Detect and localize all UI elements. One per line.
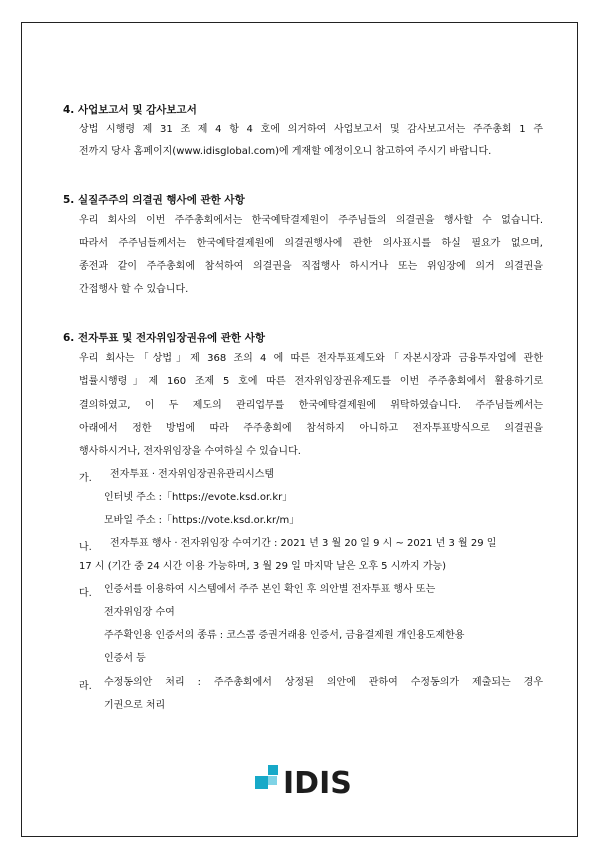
item-ga-marker: 가. [79,473,92,484]
logo-square-left [255,776,268,789]
item-ra-line-1: 수정동의안 처리 : 주주총회에서 상정된 의안에 관하여 수정동의가 제출되는 경우 [104,677,543,688]
item-na-marker: 나. [79,542,92,553]
section-6-intro-line-1: 우리 회사는「상법」제 368 조의 4 에 따른 전자투표제도와「자본시장과 금융투자업에 관한 [79,353,543,364]
internet-address-line: 인터넷 주소 :「https://evote.ksd.or.kr」 [104,492,293,503]
logo-square-top [268,765,278,775]
idis-logo [255,765,355,805]
mobile-address-line: 모바일 주소 :「https://vote.ksd.or.kr/m」 [104,515,300,526]
section-4-title: 4. 사업보고서 및 감사보고서 [63,104,197,116]
item-ga-text: 전자투표 · 전자위임장권유관리시스템 [110,469,275,480]
item-da-line-3: 주주확인용 인증서의 종류 : 코스콤 증권거래용 인증서, 금융결제원 개인용도제한용 [104,630,465,641]
item-ra-marker: 라. [79,681,92,692]
item-da-line-2: 전자위임장 수여 [104,607,175,618]
logo-text: IDIS [283,766,352,801]
item-da-line-4: 인증서 등 [104,653,146,664]
logo-square-small [268,776,277,785]
section-6-intro-line-3: 결의하였고, 이 두 제도의 관리업무를 한국예탁결제원에 위탁하였습니다. 주주님들께서는 [79,400,543,411]
section-6-intro-line-5: 행사하시거나, 전자위임장을 수여하실 수 있습니다. [79,446,301,457]
section-6-intro-line-4: 아래에서 정한 방법에 따라 주주총회에 참석하지 아니하고 전자투표방식으로 의결권을 [79,423,543,434]
section-4-line-2: 전까지 당사 홈페이지(www.idisglobal.com)에 게재할 예정이오니 참고하여 주시기 바랍니다. [79,146,492,157]
section-5-line-2: 따라서 주주님들께서는 한국예탁결제원에 의결권행사에 관한 의사표시를 하실 필요가 없으며, [79,238,543,249]
section-5-line-3: 종전과 같이 주주총회에 참석하여 의결권을 직접행사 하시거나 또는 위임장에 의거 의결권을 [79,261,543,272]
section-4-line-1: 상법 시행령 제 31 조 제 4 항 4 호에 의거하여 사업보고서 및 감사보고서는 주주총회 1 주 [79,124,543,135]
section-5-line-4: 간접행사 할 수 있습니다. [79,284,189,295]
item-ra-line-2: 기권으로 처리 [104,700,166,711]
item-na-text-2: 17 시 (기간 중 24 시간 이용 가능하며, 3 월 29 일 마지막 날은 오후 5 시까지 가능) [79,561,447,572]
item-da-line-1: 인증서를 이용하여 시스템에서 주주 본인 확인 후 의안별 전자투표 행사 또는 [104,584,436,595]
section-5-line-1: 우리 회사의 이번 주주총회에서는 한국예탁결제원이 주주님들의 의결권을 행사할 수 없습니다. [79,215,543,226]
section-5-title: 5. 실질주주의 의결권 행사에 관한 사항 [63,194,245,206]
item-da-marker: 다. [79,588,92,599]
item-na-text: 전자투표 행사 · 전자위임장 수여기간 : 2021 년 3 월 20 일 9 시 ~ 2021 년 3 월 29 일 [110,538,497,549]
section-6-title: 6. 전자투표 및 전자위임장권유에 관한 사항 [63,332,266,344]
section-6-intro-line-2: 법률시행령」제 160 조제 5 호에 따른 전자위임장권유제도를 이번 주주총회에서 활용하기로 [79,376,543,387]
